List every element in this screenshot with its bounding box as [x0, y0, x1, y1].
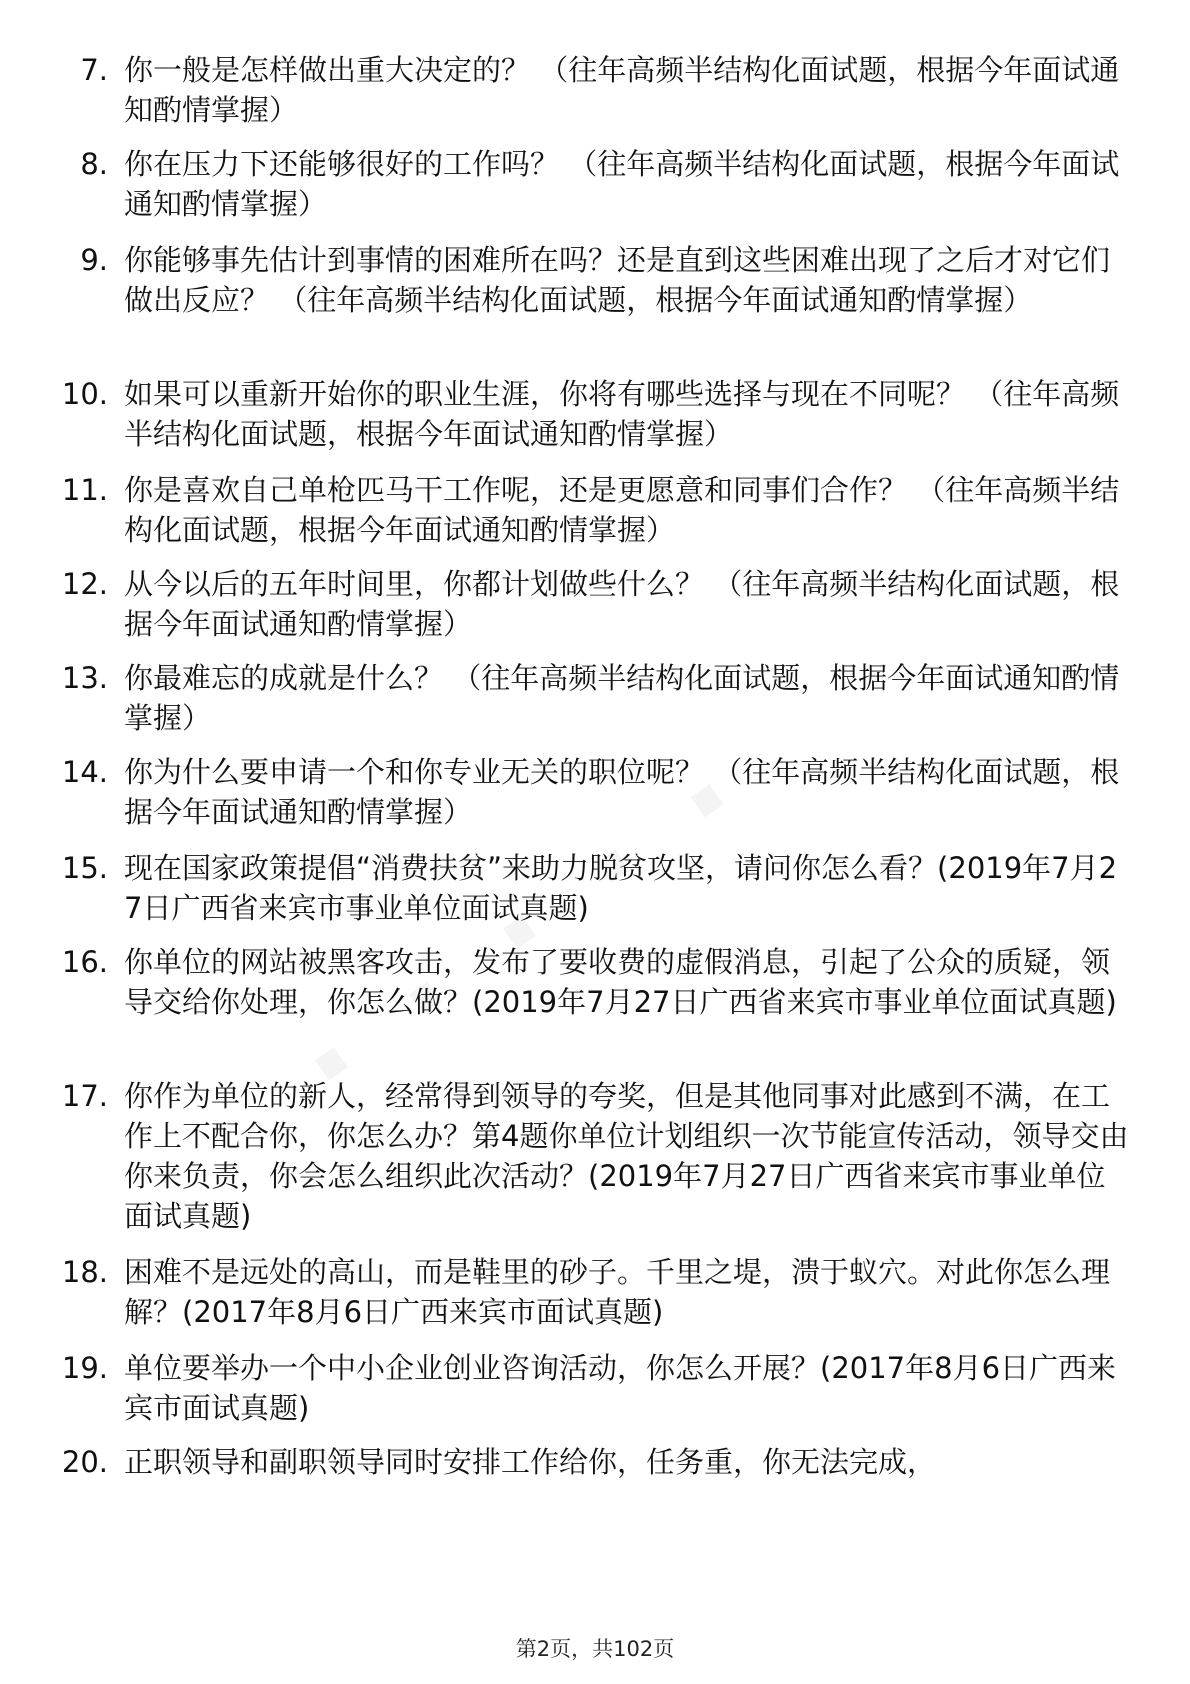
question-number: 12. — [61, 567, 108, 601]
question-number: 10. — [61, 377, 108, 411]
question-text: 你能够事先估计到事情的困难所在吗？还是直到这些困难出现了之后才对它们做出反应？ （往年高频半结构化面试题，根据今年面试通知酌情掌握） — [124, 243, 1111, 317]
question-number: 18. — [61, 1255, 108, 1289]
question-text: 你一般是怎样做出重大决定的？ （往年高频半结构化面试题，根据今年面试通知酌情掌握） — [124, 53, 1120, 127]
question-text: 你作为单位的新人，经常得到领导的夸奖，但是其他同事对此感到不满，在工作上不配合你，你怎么办？第4题你单位计划组织一次节能宣传活动，领导交由你来负责，你会怎么组织此次活动？(2019年7月27日广西省来宾市事业单位面试真题) — [124, 1079, 1129, 1233]
page-number-footer: 第2页，共102页 — [515, 1637, 675, 1661]
question-number: 11. — [61, 473, 108, 507]
question-number: 15. — [61, 851, 108, 885]
question-number: 16. — [61, 945, 108, 979]
question-number: 17. — [61, 1079, 108, 1113]
question-number: 8. — [80, 147, 108, 181]
question-text: 你在压力下还能够很好的工作吗？ （往年高频半结构化面试题，根据今年面试通知酌情掌握） — [124, 147, 1120, 221]
question-text: 单位要举办一个中小企业创业咨询活动，你怎么开展？(2017年8月6日广西来宾市面试真题) — [124, 1351, 1117, 1425]
question-number: 19. — [61, 1351, 108, 1385]
question-number: 20. — [61, 1445, 108, 1479]
question-text: 你最难忘的成就是什么？ （往年高频半结构化面试题，根据今年面试通知酌情掌握） — [124, 661, 1120, 735]
question-text: 你单位的网站被黑客攻击，发布了要收费的虚假消息，引起了公众的质疑，领导交给你处理，你怎么做？(2019年7月27日广西省来宾市事业单位面试真题) — [124, 945, 1117, 1019]
question-number: 7. — [80, 53, 108, 87]
question-text: 你为什么要申请一个和你专业无关的职位呢？ （往年高频半结构化面试题，根据今年面试通知酌情掌握） — [124, 755, 1120, 829]
question-number: 13. — [61, 661, 108, 695]
question-number: 14. — [61, 755, 108, 789]
question-text: 你是喜欢自己单枪匹马干工作呢，还是更愿意和同事们合作？ （往年高频半结构化面试题，根据今年面试通知酌情掌握） — [124, 473, 1120, 547]
question-number: 9. — [80, 243, 108, 277]
question-text: 困难不是远处的高山，而是鞋里的砂子。千里之堤，溃于蚁穴。对此你怎么理解？(2017年8月6日广西来宾市面试真题) — [124, 1255, 1111, 1329]
question-text: 从今以后的五年时间里，你都计划做些什么？ （往年高频半结构化面试题，根据今年面试通知酌情掌握） — [124, 567, 1120, 641]
question-text: 如果可以重新开始你的职业生涯，你将有哪些选择与现在不同呢？ （往年高频半结构化面试题，根据今年面试通知酌情掌握） — [124, 377, 1120, 451]
question-text: 现在国家政策提倡“消费扶贫”来助力脱贫攻坚，请问你怎么看？(2019年7月27日广西省来宾市事业单位面试真题) — [124, 851, 1118, 925]
question-text: 正职领导和副职领导同时安排工作给你，任务重，你无法完成， — [124, 1445, 937, 1479]
